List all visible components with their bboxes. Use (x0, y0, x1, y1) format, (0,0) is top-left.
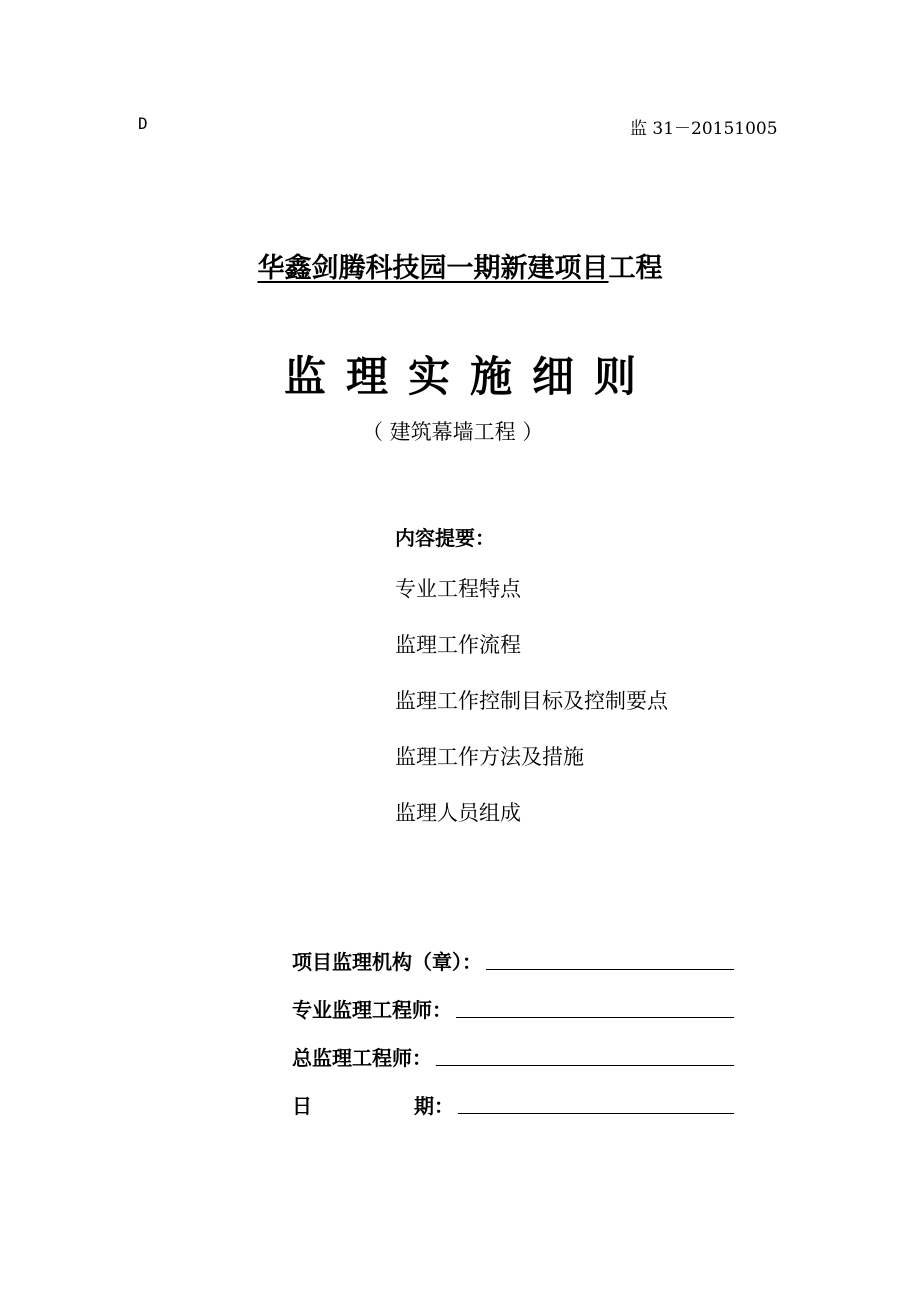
org-label: 项目监理机构（章）： (292, 950, 482, 974)
date-label-day: 日 (292, 1094, 312, 1118)
signature-row-chief (292, 1023, 734, 1071)
document-subtitle: （ 建筑幕墙工程 ） (362, 420, 544, 444)
summary-item: 监理人员组成 (395, 801, 521, 825)
summary-item: 监理工作流程 (395, 633, 521, 657)
signature-row-org (292, 927, 734, 975)
signature-row-date (292, 1071, 734, 1119)
summary-item: 监理工作方法及措施 (395, 745, 584, 769)
summary-heading: 内容提要： (395, 526, 495, 550)
org-signature-line (486, 968, 734, 970)
summary-list (395, 574, 668, 854)
project-name: 华鑫剑腾科技园一期新建项目 (257, 253, 609, 284)
document-code-right: 监 31－20151005 (630, 119, 778, 139)
date-label (292, 1090, 454, 1119)
document-title: 监理实施细则 (283, 352, 656, 401)
date-label-period: 期： (414, 1094, 454, 1118)
project-title (0, 246, 920, 285)
signature-row-specialist (292, 975, 734, 1023)
chief-signature-line (436, 1064, 734, 1066)
signature-block (292, 927, 734, 1119)
summary-item: 专业工程特点 (395, 577, 521, 601)
chief-label: 总监理工程师： (292, 1046, 432, 1070)
date-line (458, 1112, 734, 1114)
document-code-left: D (138, 114, 148, 133)
summary-item: 监理工作控制目标及控制要点 (395, 689, 668, 713)
project-suffix: 工程 (608, 253, 663, 284)
specialist-label: 专业监理工程师： (292, 998, 452, 1022)
specialist-signature-line (456, 1016, 734, 1018)
